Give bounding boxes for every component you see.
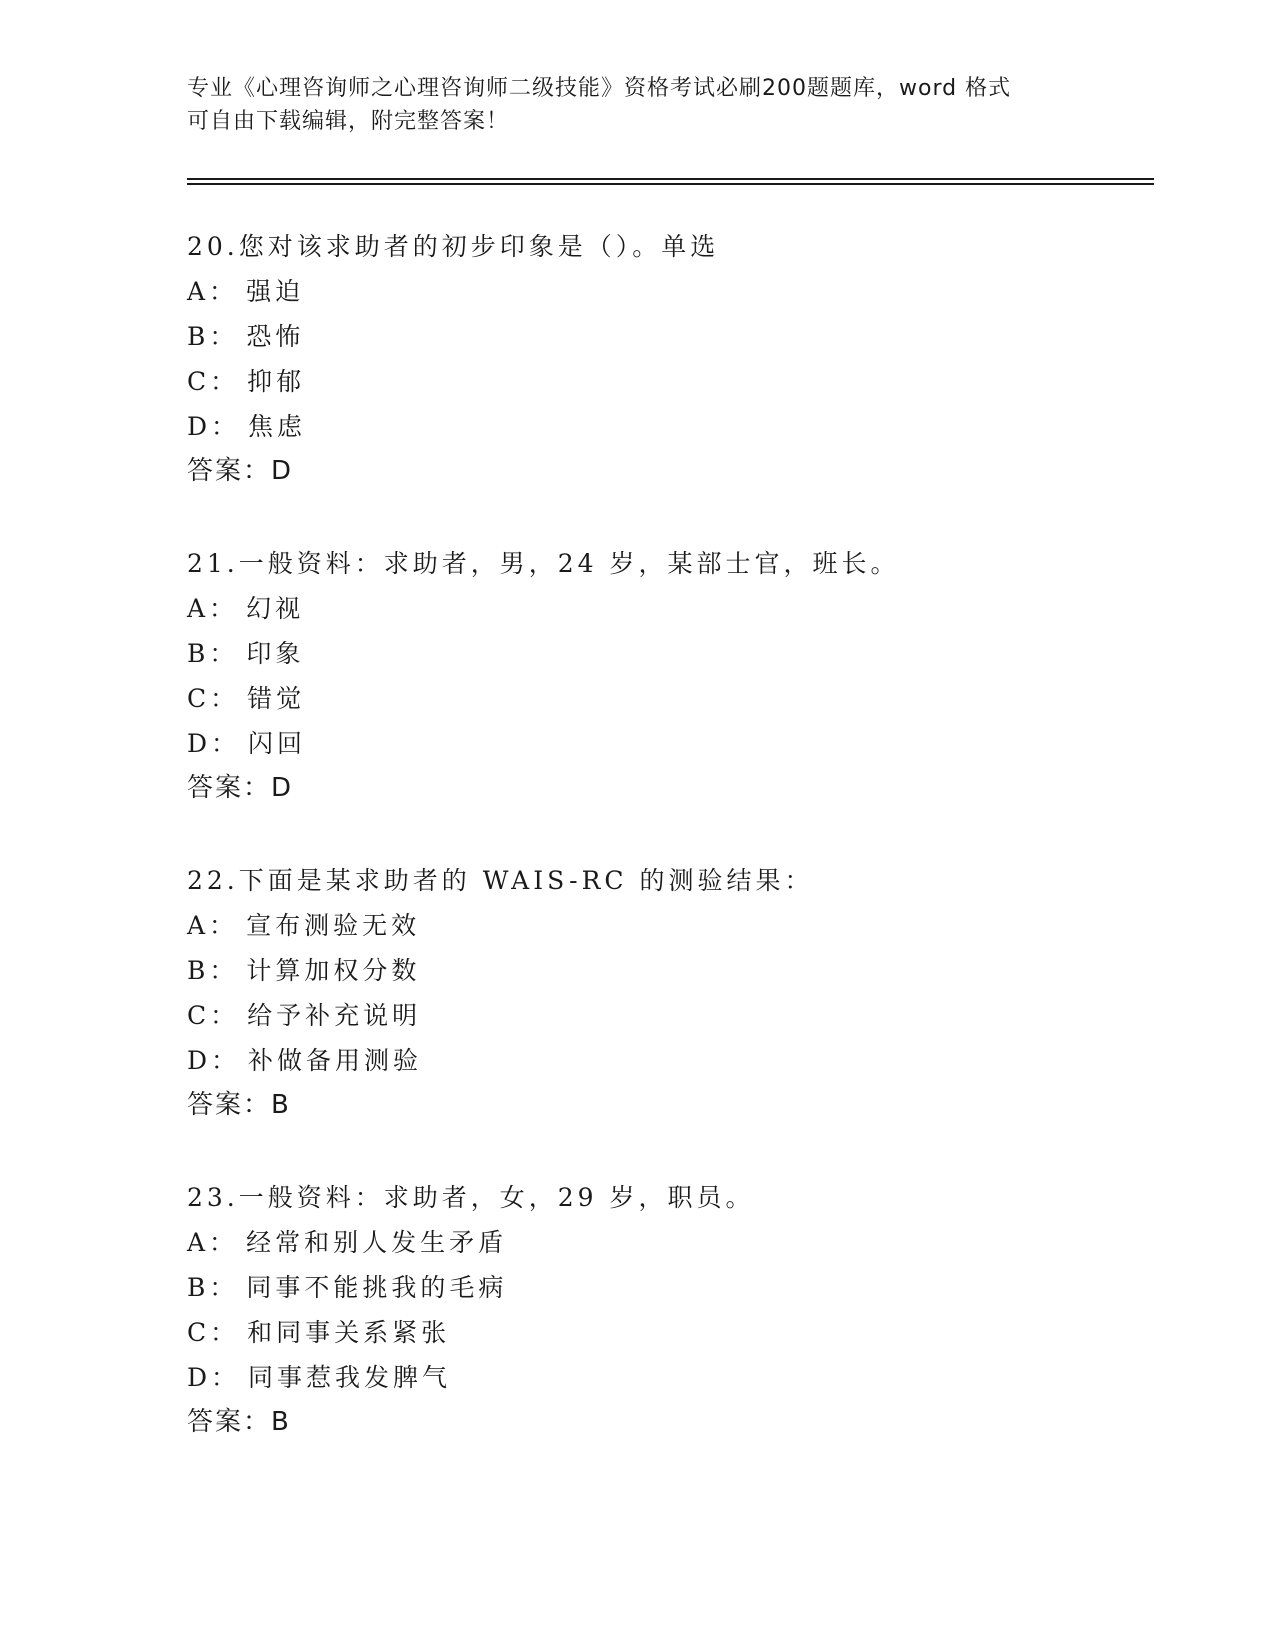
option-label: A： bbox=[187, 277, 239, 306]
option-text: 同事惹我发脾气 bbox=[248, 1363, 452, 1392]
option-label: D： bbox=[187, 1363, 241, 1392]
option-d bbox=[187, 721, 1147, 766]
option-label: C： bbox=[187, 1001, 240, 1030]
option-text: 宣布测验无效 bbox=[246, 911, 421, 940]
header-divider-top bbox=[187, 178, 1154, 180]
option-c bbox=[187, 359, 1147, 404]
answer-line: 答案：D bbox=[187, 456, 294, 486]
header-line-2: 可自由下载编辑，附完整答案！ bbox=[187, 109, 510, 134]
option-b bbox=[187, 948, 1147, 993]
header-divider-bottom bbox=[187, 183, 1154, 185]
option-label: D： bbox=[187, 412, 241, 441]
option-c bbox=[187, 1310, 1147, 1355]
question-block bbox=[187, 541, 1147, 811]
option-d bbox=[187, 404, 1147, 449]
option-label: B： bbox=[187, 322, 239, 351]
question-stem: 22.下面是某求助者的 WAIS-RC 的测验结果： bbox=[187, 866, 814, 895]
option-label: C： bbox=[187, 684, 240, 713]
option-a bbox=[187, 903, 1147, 948]
option-text: 计算加权分数 bbox=[246, 956, 421, 985]
option-a bbox=[187, 269, 1147, 314]
option-text: 焦虑 bbox=[248, 412, 307, 441]
option-label: A： bbox=[187, 1228, 239, 1257]
option-label: B： bbox=[187, 1273, 239, 1302]
option-a bbox=[187, 586, 1147, 631]
option-text: 给予补充说明 bbox=[247, 1001, 422, 1030]
option-text: 补做备用测验 bbox=[248, 1046, 423, 1075]
option-label: C： bbox=[187, 1318, 240, 1347]
question-stem: 23.一般资料：求助者，女，29 岁，职员。 bbox=[187, 1183, 755, 1212]
option-c bbox=[187, 993, 1147, 1038]
option-label: D： bbox=[187, 1046, 241, 1075]
option-d bbox=[187, 1038, 1147, 1083]
option-d bbox=[187, 1355, 1147, 1400]
option-label: A： bbox=[187, 911, 239, 940]
option-label: B： bbox=[187, 639, 239, 668]
option-label: C： bbox=[187, 367, 240, 396]
option-text: 幻视 bbox=[246, 594, 305, 623]
answer-line: 答案：D bbox=[187, 773, 294, 803]
option-text: 经常和别人发生矛盾 bbox=[246, 1228, 508, 1257]
option-b bbox=[187, 314, 1147, 359]
option-label: D： bbox=[187, 729, 241, 758]
option-text: 错觉 bbox=[247, 684, 306, 713]
answer-line: 答案：B bbox=[187, 1407, 291, 1437]
question-block bbox=[187, 1175, 1147, 1445]
answer-line: 答案：B bbox=[187, 1090, 291, 1120]
option-text: 恐怖 bbox=[246, 322, 305, 351]
question-stem: 20.您对该求助者的初步印象是（）。单选 bbox=[187, 232, 720, 261]
header-line-1: 专业《心理咨询师之心理咨询师二级技能》资格考试必刷200题题库，word 格式 bbox=[187, 76, 1012, 101]
option-b bbox=[187, 1265, 1147, 1310]
question-block bbox=[187, 224, 1147, 494]
option-text: 同事不能挑我的毛病 bbox=[246, 1273, 508, 1302]
option-text: 印象 bbox=[246, 639, 305, 668]
option-c bbox=[187, 676, 1147, 721]
option-b bbox=[187, 631, 1147, 676]
option-text: 和同事关系紧张 bbox=[247, 1318, 451, 1347]
option-text: 抑郁 bbox=[247, 367, 306, 396]
option-text: 强迫 bbox=[246, 277, 305, 306]
option-label: A： bbox=[187, 594, 239, 623]
document-header bbox=[187, 72, 1087, 138]
question-stem: 21.一般资料：求助者，男，24 岁，某部士官，班长。 bbox=[187, 549, 900, 578]
option-label: B： bbox=[187, 956, 239, 985]
option-text: 闪回 bbox=[248, 729, 307, 758]
question-block bbox=[187, 858, 1147, 1128]
option-a bbox=[187, 1220, 1147, 1265]
